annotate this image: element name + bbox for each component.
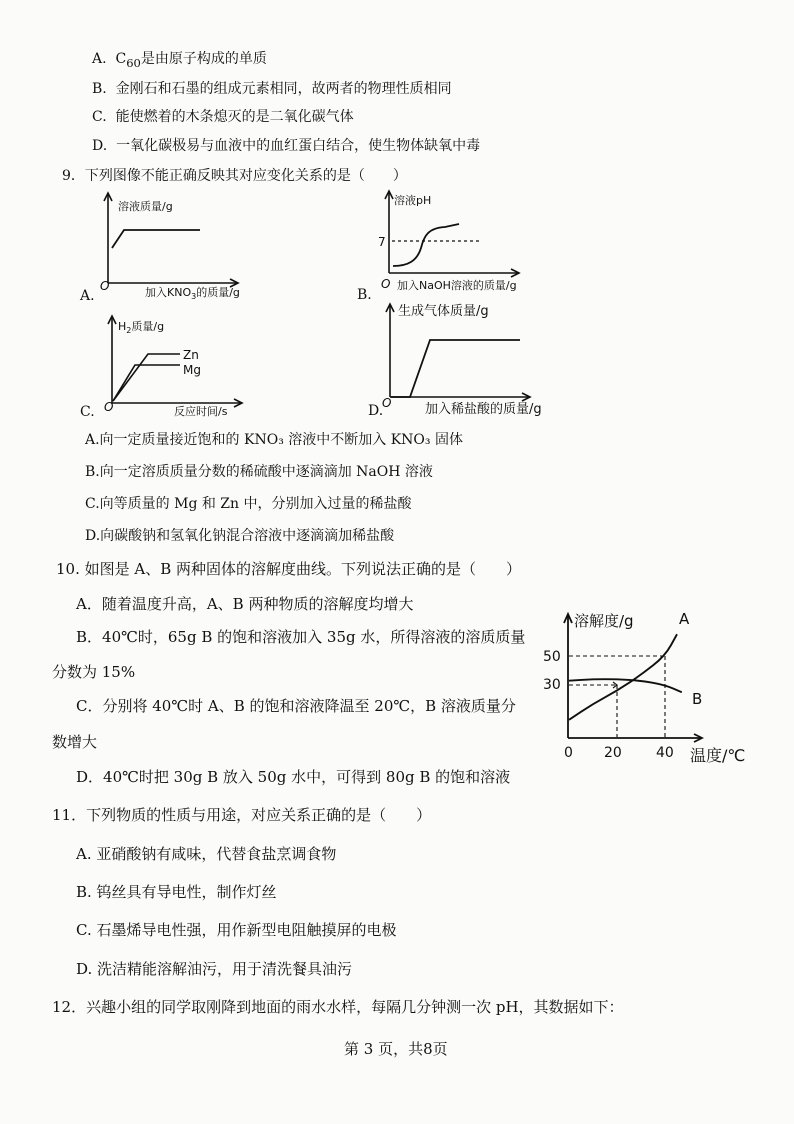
page-footer: 第 3 页，共8页 <box>344 1040 448 1058</box>
option-letter: D. <box>368 403 384 419</box>
curve-solution-mass <box>112 230 200 248</box>
q10-option-b-line2: 分数为 15% <box>52 663 136 681</box>
q8-option-c: C. 能使燃着的木条熄灭的是二氧化碳气体 <box>92 109 354 125</box>
q11-option-c: C. 石墨烯导电性强，用作新型电阻触摸屏的电极 <box>76 921 397 939</box>
q11-option-b: B. 钨丝具有导电性，制作灯丝 <box>76 883 277 901</box>
arrow-x <box>694 734 702 742</box>
q10-option-d: D．40℃时把 30g B 放入 50g 水中，可得到 80g B 的饱和溶液 <box>76 768 511 786</box>
tick-7: 7 <box>378 235 386 249</box>
q10-option-a: A．随着温度升高，A、B 两种物质的溶解度均增大 <box>76 595 414 613</box>
xlabel: 加入$KNO_3$的质量/g <box>145 286 240 302</box>
chart-xlabel: 温度/℃ <box>690 746 746 765</box>
arrow-x <box>511 269 519 277</box>
curve-ph <box>393 224 459 266</box>
xtick-20: 20 <box>604 745 622 761</box>
ylabel: 生成气体质量/g <box>398 304 489 319</box>
q10-option-b-line1: B．40℃时，65g B 的饱和溶液加入 35g 水，所得溶液的溶质质量 <box>76 628 526 646</box>
series-label-mg: Mg <box>183 363 201 377</box>
ytick-50: 50 <box>543 649 561 665</box>
q11-stem: 11．下列物质的性质与用途，对应关系正确的是（ ） <box>52 806 432 824</box>
arrow-y <box>564 614 572 623</box>
chart-ylabel: 溶解度/g <box>574 612 634 630</box>
option-letter: A. <box>80 288 95 304</box>
q11-option-d: D. 洗洁精能溶解油污，用于清洗餐具油污 <box>76 960 353 978</box>
q9-option-a: A.向一定质量接近饱和的 KNO₃ 溶液中不断加入 KNO₃ 固体 <box>85 432 463 448</box>
q8-option-b: B. 金刚石和石墨的组成元素相同，故两者的物理性质相同 <box>92 81 452 97</box>
series-label-zn: Zn <box>183 348 199 362</box>
q9-stem: 9．下列图像不能正确反映其对应变化关系的是（ ） <box>62 168 407 184</box>
q8-option-d: D. 一氧化碳极易与血液中的血红蛋白结合，使生物体缺氧中毒 <box>92 138 481 154</box>
q9-option-c: C.向等质量的 Mg 和 Zn 中，分别加入过量的稀盐酸 <box>85 496 412 512</box>
xtick-0: 0 <box>564 745 573 761</box>
q10-option-c-line2: 数增大 <box>52 733 98 751</box>
q9-option-b: B.向一定溶质质量分数的稀硫酸中逐滴滴加 NaOH 溶液 <box>85 464 433 480</box>
origin: O <box>382 396 392 410</box>
xlabel: 反应时间/s <box>174 405 228 418</box>
arrow-y <box>104 193 112 201</box>
xlabel: 加入稀盐酸的质量/g <box>425 402 542 417</box>
curve-a <box>569 634 677 720</box>
curve-label-a: A <box>679 610 690 628</box>
q10-stem: 10. 如图是 A、B 两种固体的溶解度曲线。下列说法正确的是（ ） <box>56 560 522 578</box>
arrow-y <box>386 304 394 312</box>
arrow-y <box>385 191 393 199</box>
guide-arrow <box>613 682 617 688</box>
curve-mg <box>113 365 180 401</box>
curve-gas <box>391 340 520 397</box>
xtick-40: 40 <box>656 745 674 761</box>
curve-b <box>569 679 682 692</box>
option-letter: B. <box>357 287 372 303</box>
origin: O <box>104 400 114 414</box>
origin: O <box>381 277 391 291</box>
curve-label-b: B <box>692 690 703 708</box>
ylabel: 溶液质量/g <box>118 200 173 213</box>
q11-option-a: A. 亚硝酸钠有咸味，代替食盐烹调食物 <box>76 845 337 863</box>
arrow-y <box>108 316 116 324</box>
curve-zn <box>113 354 180 401</box>
origin: O <box>100 279 110 293</box>
ylabel: $H_2$质量/g <box>118 320 165 336</box>
ytick-30: 30 <box>543 677 561 693</box>
q12-stem: 12．兴趣小组的同学取刚降到地面的雨水水样，每隔几分钟测一次 pH，其数据如下： <box>52 998 624 1016</box>
q10-option-c-line1: C．分别将 40℃时 A、B 的饱和溶液降温至 20℃，B 溶液质量分 <box>76 697 516 715</box>
ylabel: 溶液pH <box>394 194 432 207</box>
xlabel: 加入NaOH溶液的质量/g <box>397 279 517 292</box>
arrow-x <box>234 399 242 407</box>
option-letter: C. <box>80 404 95 420</box>
q9-option-d: D.向碳酸钠和氢氧化钠混合溶液中逐滴滴加稀盐酸 <box>85 528 395 544</box>
q8-option-a: A. $C_{60}$是由原子构成的单质 <box>92 51 267 70</box>
